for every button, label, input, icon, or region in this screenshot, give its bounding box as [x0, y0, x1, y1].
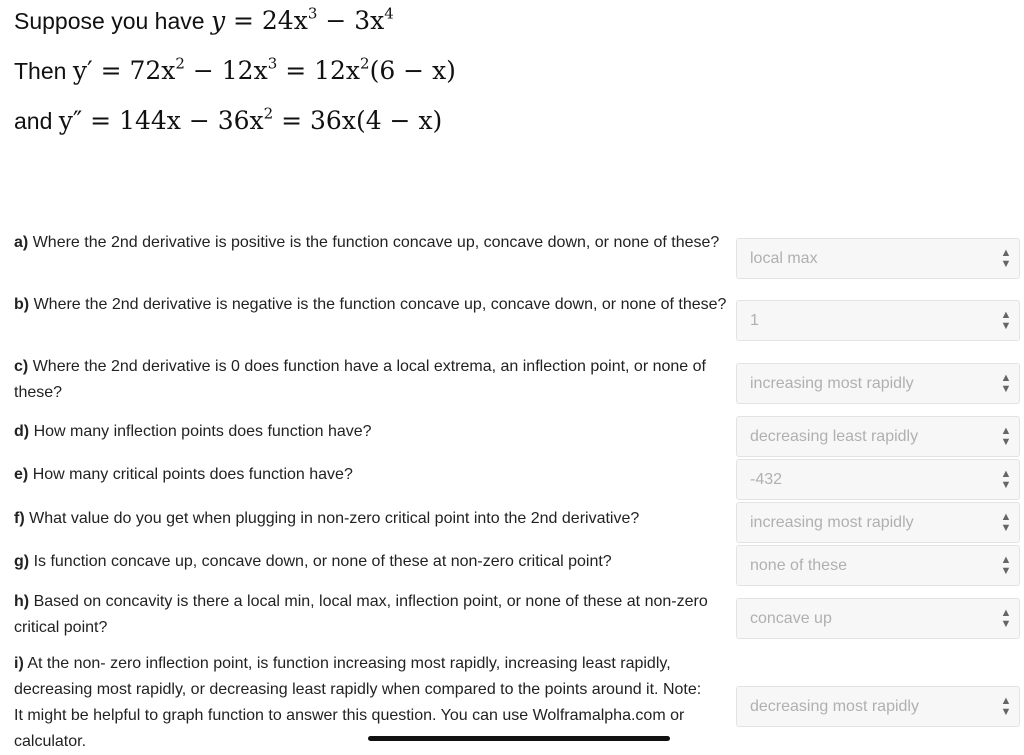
selected-value: concave up: [750, 609, 832, 627]
selected-value: increasing most rapidly: [750, 374, 914, 392]
question-h: h) Based on concavity is there a local min, local max, inflection point, or none of these at non-zero critical point?: [14, 593, 708, 636]
answer-select-d[interactable]: [736, 416, 1020, 457]
up-down-chevron-icon: ▲ ▼: [1000, 424, 1012, 448]
question-c: c) Where the 2nd derivative is 0 does function have a local extrema, an inflection point, or none of these?: [14, 358, 706, 401]
selected-value: increasing most rapidly: [750, 513, 914, 531]
answer-select-g[interactable]: [736, 545, 1020, 586]
intro-line-second-derivative: [14, 106, 442, 135]
selected-value: local max: [750, 249, 818, 267]
math-expression: $y = 24x^3 - 3x^4$: [210, 4, 394, 35]
intro-line-first-derivative: [14, 56, 456, 85]
answer-select-e[interactable]: [736, 459, 1020, 500]
up-down-chevron-icon: ▲ ▼: [1000, 308, 1012, 332]
answer-select-a[interactable]: [736, 238, 1020, 279]
selected-value: -432: [750, 470, 783, 488]
answer-select-h[interactable]: [736, 598, 1020, 639]
selected-value: 1: [750, 311, 759, 329]
answer-select-i[interactable]: [736, 686, 1020, 727]
home-indicator[interactable]: [368, 736, 670, 741]
up-down-chevron-icon: ▲ ▼: [1000, 246, 1012, 270]
intro-label: Then: [14, 58, 67, 84]
up-down-chevron-icon: ▲ ▼: [1000, 606, 1012, 630]
intro-label: Suppose you have: [14, 8, 205, 34]
question-i: i) At the non- zero inflection point, is function increasing most rapidly, increasing least rapidly, decreasing most rapidly, or decreasing least rapidly when compared to the points around it. Note: It might be helpful to graph function to answer this question. You can use Wolframalpha.com or calculator.: [14, 655, 702, 750]
question-f: f) What value do you get when plugging in non-zero critical point into the 2nd derivative?: [14, 510, 640, 527]
selected-value: decreasing least rapidly: [750, 427, 919, 445]
math-expression: $y'' = 144x - 36x^2 = 36x(4 - x)$: [58, 104, 443, 135]
question-e: e) How many critical points does function have?: [14, 466, 353, 483]
up-down-chevron-icon: ▲ ▼: [1000, 467, 1012, 491]
answer-select-b[interactable]: [736, 300, 1020, 341]
answer-select-f[interactable]: [736, 502, 1020, 543]
up-down-chevron-icon: ▲ ▼: [1000, 510, 1012, 534]
answer-select-c[interactable]: [736, 363, 1020, 404]
question-d: d) How many inflection points does function have?: [14, 423, 372, 440]
question-g: g) Is function concave up, concave down, or none of these at non-zero critical point?: [14, 553, 612, 570]
up-down-chevron-icon: ▲ ▼: [1000, 694, 1012, 718]
question-a: a) Where the 2nd derivative is positive is the function concave up, concave down, or none of these?: [14, 234, 720, 251]
intro-label: and: [14, 108, 53, 134]
selected-value: none of these: [750, 556, 847, 574]
up-down-chevron-icon: ▲ ▼: [1000, 371, 1012, 395]
selected-value: decreasing most rapidly: [750, 697, 919, 715]
intro-line-function: [14, 6, 394, 35]
math-expression: $y' = 72x^2 - 12x^3 = 12x^2(6 - x)$: [72, 54, 456, 85]
question-b: b) Where the 2nd derivative is negative is the function concave up, concave down, or none of these?: [14, 296, 727, 313]
up-down-chevron-icon: ▲ ▼: [1000, 553, 1012, 577]
